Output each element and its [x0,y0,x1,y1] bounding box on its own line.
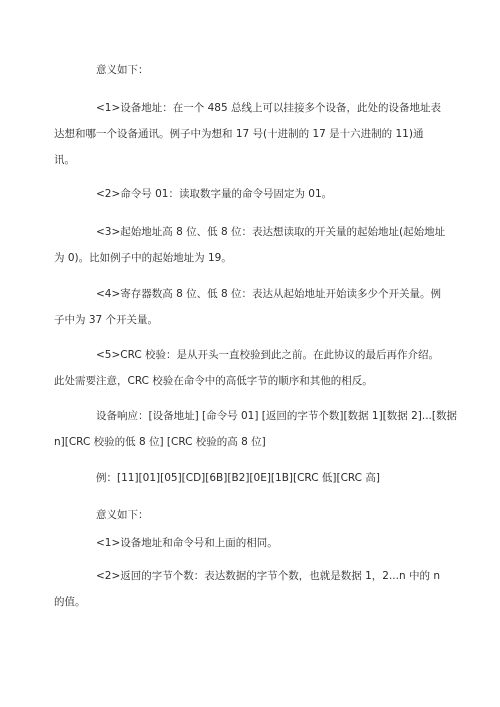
text-line: <1>设备地址和命令号和上面的相同。 [96,537,278,549]
text-line: <4>寄存器数高 8 位、低 8 位：表达从起始地址开始读多少个开关量。例 [96,288,441,300]
paragraph-same-as-above [75,530,427,556]
paragraph-meaning-heading-1 [75,57,427,83]
text-line: 讯。 [54,154,75,166]
text-line: <1>设备地址：在一个 485 总线上可以挂接多个设备，此处的设备地址表 [96,102,441,114]
text-line: 为 0)。比如例子中的起始地址为 19。 [54,252,232,264]
text-line: 例：[11][01][05][CD][6B][B2][0E][1B][CRC 低][CRC 高] [96,472,380,484]
paragraph-device-address [54,95,441,173]
text-line: <3>起始地址高 8 位、低 8 位：表达想读取的开关量的起始地址(起始地址 [96,226,446,238]
text-line: 设备响应：[设备地址] [命令号 01] [返回的字节个数][数据 1][数据 2]...[数据 [96,410,457,422]
paragraph-example [75,465,427,491]
text-line: 意义如下： [96,64,149,76]
text-line: n][CRC 校验的低 8 位] [CRC 校验的高 8 位] [54,436,266,448]
text-line: 的值。 [54,596,86,608]
text-line: 意义如下： [96,509,149,521]
paragraph-crc-check [54,342,440,394]
paragraph-byte-count [54,563,440,615]
text-line: <2>命令号 01：读取数字量的命令号固定为 01。 [96,188,333,200]
text-line: <5>CRC 校验：是从开头一直校验到此之前。在此协议的最后再作介绍。 [96,349,440,361]
paragraph-command-number [75,181,427,207]
paragraph-device-response [54,403,457,455]
text-line: 达想和哪一个设备通讯。例子中为想和 17 号(十进制的 17 是十六进制的 11)通 [54,128,424,140]
paragraph-register-count [54,281,441,333]
paragraph-meaning-heading-2 [75,502,427,528]
text-line: 此处需要注意，CRC 校验在命令中的高低字节的顺序和其他的相反。 [54,375,373,387]
text-line: <2>返回的字节个数：表达数据的字节个数，也就是数据 1，2...n 中的 n [96,570,440,582]
text-line: 子中为 37 个开关量。 [54,314,159,326]
paragraph-start-address [54,219,446,271]
